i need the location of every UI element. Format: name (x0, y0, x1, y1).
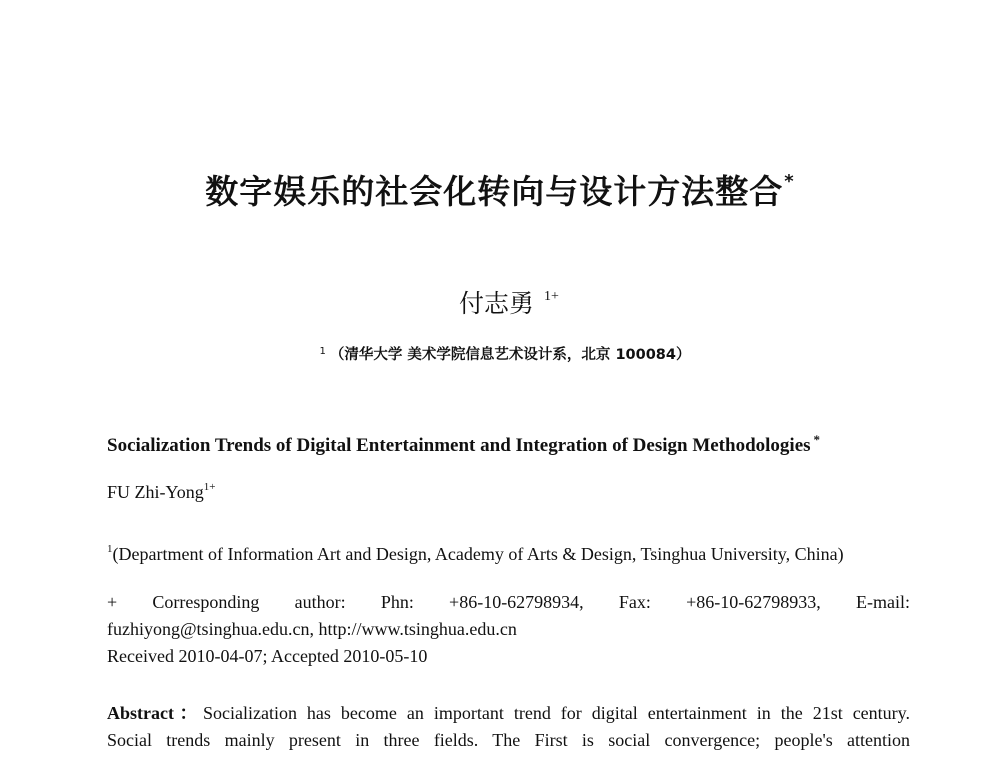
abstract (107, 700, 910, 754)
english-author (107, 481, 215, 503)
english-author-mark: 1+ (203, 481, 216, 493)
received-dates: Received 2010-04-07; Accepted 2010-05-10 (107, 646, 428, 666)
english-affiliation-text: (Department of Information Art and Design, Academy of Arts & Design, Tsinghua University, China) (112, 544, 844, 564)
corresponding-label: Corresponding (152, 592, 260, 612)
author-label: author: (294, 592, 346, 612)
phone-label: Phn: (380, 592, 414, 612)
abstract-text-2: Social trends mainly present in three fields. The First is social convergence; people's attention (107, 730, 910, 750)
abstract-separator: ： (173, 703, 203, 723)
chinese-author (0, 284, 1000, 320)
english-affiliation-mark: 1 (107, 543, 113, 555)
abstract-text-1: Socialization has become an important trend for digital entertainment in the 21st century. (202, 703, 910, 723)
english-title-footnote-mark: * (813, 432, 821, 447)
email-label: E-mail: (856, 592, 910, 612)
chinese-affiliation-text: （清华大学 美术学院信息艺术设计系，北京 100084） (329, 347, 691, 363)
english-title-text: Socialization Trends of Digital Entertainment and Integration of Design Methodologies (107, 435, 811, 456)
english-affiliation (107, 536, 910, 568)
chinese-affiliation (0, 343, 1000, 364)
phone-number: +86-10-62798934, (449, 592, 584, 612)
english-title (107, 432, 987, 457)
chinese-title-footnote-mark: * (784, 171, 795, 192)
abstract-line-1 (107, 700, 910, 727)
chinese-title-text: 数字娱乐的社会化转向与设计方法整合 (205, 172, 784, 211)
abstract-line-2 (107, 727, 910, 754)
fax-number: +86-10-62798933, (686, 592, 821, 612)
contact-info (107, 589, 910, 643)
chinese-author-mark: 1+ (544, 289, 559, 304)
contact-line (107, 589, 910, 616)
chinese-title (0, 166, 1000, 213)
fax-label: Fax: (618, 592, 651, 612)
email-and-url: fuzhiyong@tsinghua.edu.cn, http://www.tsinghua.edu.cn (107, 619, 517, 639)
abstract-label: Abstract (107, 703, 174, 723)
corresponding-plus: + (107, 592, 118, 612)
chinese-author-name: 付志勇 (459, 289, 535, 318)
chinese-affiliation-mark: 1 (319, 346, 326, 357)
english-author-name: FU Zhi-Yong (107, 482, 204, 502)
